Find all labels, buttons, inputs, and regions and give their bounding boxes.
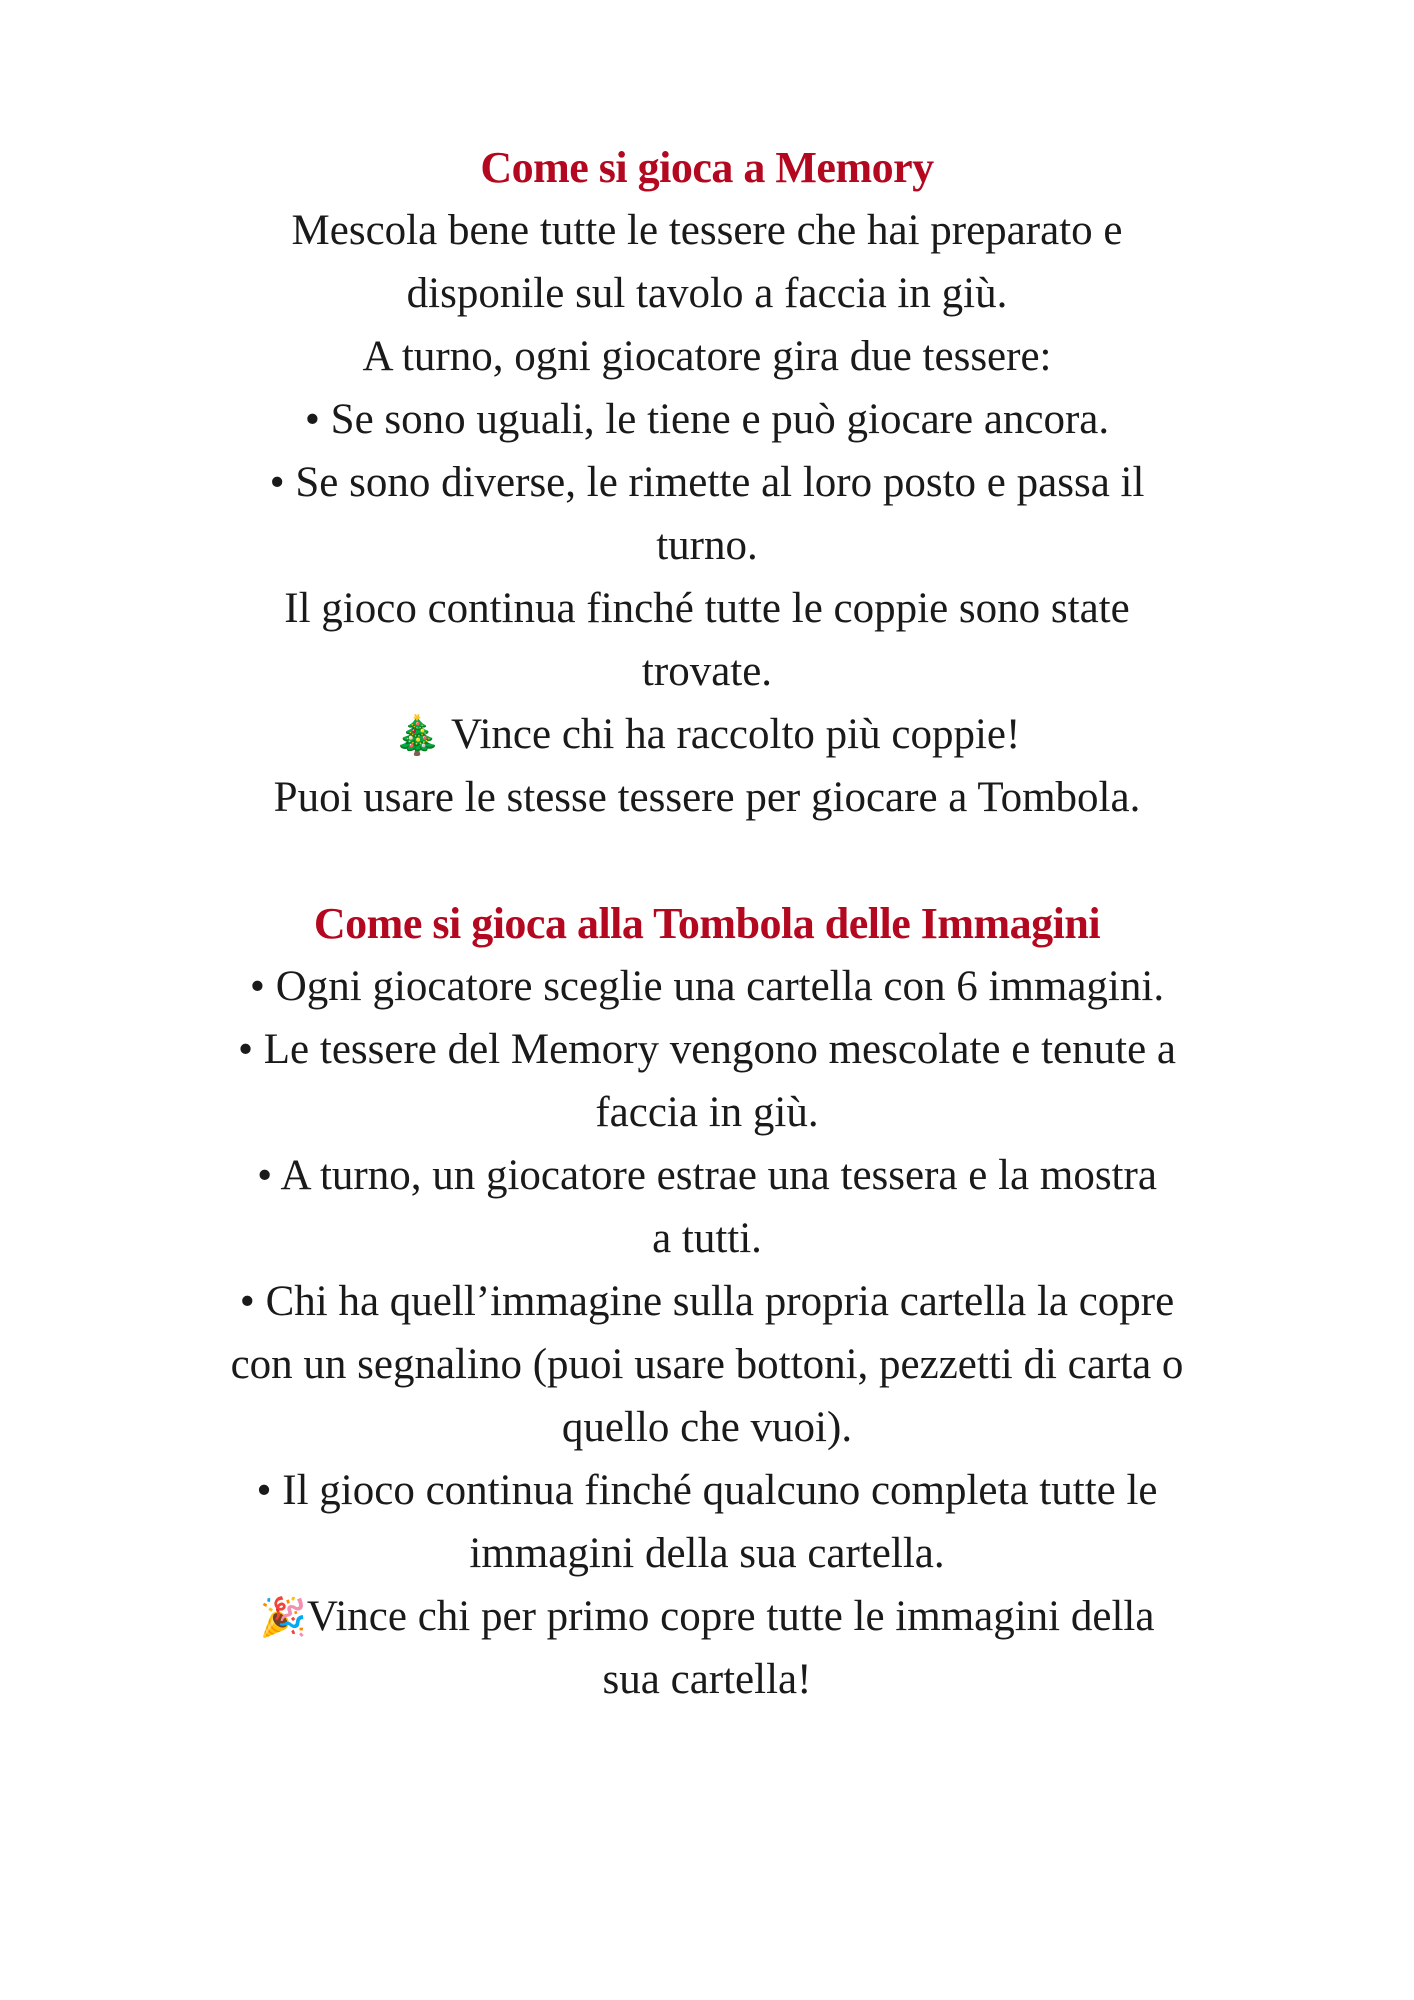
tombola-line: quello che vuoi). (561, 1404, 853, 1451)
tombola-line: a tutti. (652, 1215, 762, 1262)
memory-line: disponile sul tavolo a faccia in giù. (406, 270, 1008, 317)
tombola-line: • Ogni giocatore sceglie una cartella con 6 immagini. (249, 963, 1165, 1010)
christmas-tree-icon: 🎄 (393, 715, 442, 757)
section-gap (0, 829, 1414, 892)
tombola-line: • Le tessere del Memory vengono mescolate e tenute a (237, 1026, 1176, 1073)
memory-winner-text: Vince chi ha raccolto più coppie! (441, 711, 1021, 758)
tombola-winner-text: Vince chi per primo copre tutte le immagini della (306, 1593, 1155, 1640)
memory-heading: Come si gioca a Memory (480, 143, 934, 192)
tombola-line: immagini della sua cartella. (469, 1530, 945, 1577)
tombola-winner (0, 1585, 1414, 1648)
tombola-heading: Come si gioca alla Tombola delle Immagini (313, 899, 1101, 948)
memory-winner (0, 703, 1414, 766)
memory-rule-different: • Se sono diverse, le rimette al loro posto e passa il (269, 459, 1145, 506)
tombola-line: • A turno, un giocatore estrae una tessera e la mostra (257, 1152, 1157, 1199)
party-popper-icon: 🎉 (259, 1597, 307, 1639)
memory-rule-same: • Se sono uguali, le tiene e può giocare ancora. (304, 396, 1110, 443)
tombola-line: faccia in giù. (595, 1089, 819, 1136)
tombola-line: • Chi ha quell’immagine sulla propria cartella la copre (239, 1278, 1175, 1325)
tombola-line: • Il gioco continua finché qualcuno completa tutte le (256, 1467, 1158, 1514)
memory-line: Il gioco continua finché tutte le coppie sono state (284, 585, 1130, 632)
tombola-line: con un segnalino (puoi usare bottoni, pezzetti di carta o (230, 1341, 1184, 1388)
memory-line: A turno, ogni giocatore gira due tessere: (362, 333, 1052, 380)
instructions-page (0, 136, 1414, 1711)
tombola-winner-text-2: sua cartella! (602, 1656, 812, 1703)
memory-line: trovate. (641, 648, 773, 695)
memory-line: turno. (656, 522, 758, 569)
memory-line: Mescola bene tutte le tessere che hai preparato e (291, 207, 1123, 254)
memory-tip: Puoi usare le stesse tessere per giocare a Tombola. (273, 774, 1141, 821)
